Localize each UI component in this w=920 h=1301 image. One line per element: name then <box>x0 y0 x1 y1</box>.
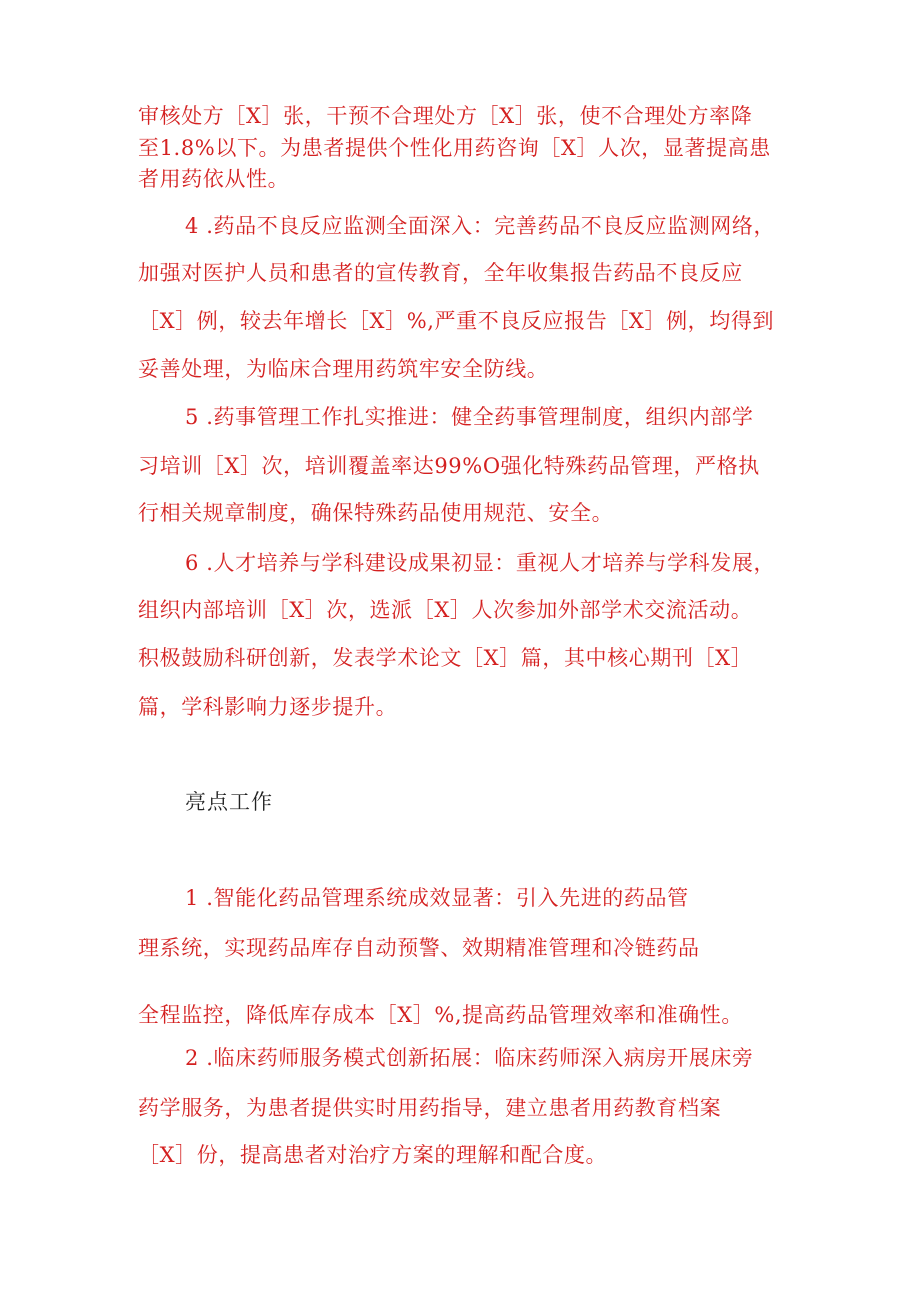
text-line: 积极鼓励科研创新，发表学术论文［X］篇，其中核心期刊［X］ <box>138 646 753 670</box>
text-line: 者用药依从性。 <box>138 167 290 191</box>
text-line: 妥善处理，为临床合理用药筑牢安全防线。 <box>138 357 549 381</box>
text-line: 药学服务，为患者提供实时用药指导，建立患者用药教育档案 <box>138 1096 722 1120</box>
text-line: 理系统，实现药品库存自动预警、效期精准管理和冷链药品 <box>138 936 700 960</box>
text-line: 加强对医护人员和患者的宣传教育，全年收集报告药品不良反应 <box>138 261 743 285</box>
text-line: 至1.8%以下。为患者提供个性化用药咨询［X］人次，显著提高患 <box>138 136 771 160</box>
text-line: 习培训［X］次，培训覆盖率达99%O强化特殊药品管理，严格执 <box>138 454 760 478</box>
text-line: ［X］份，提高患者对治疗方案的理解和配合度。 <box>138 1143 608 1167</box>
text-line: 5 .药事管理工作扎实推进：健全药事管理制度，组织内部学 <box>185 405 754 429</box>
text-line: 2 .临床药师服务模式创新拓展：临床药师深入病房开展床旁 <box>185 1046 754 1070</box>
section-heading: 亮点工作 <box>185 790 273 814</box>
text-line: 1 .智能化药品管理系统成效显著：引入先进的药品管 <box>185 886 689 910</box>
text-line: 组织内部培训［X］次，选派［X］人次参加外部学术交流活动。 <box>138 598 753 622</box>
text-line: 全程监控，降低库存成本［X］%,提高药品管理效率和准确性。 <box>138 1003 743 1027</box>
text-line: 4 .药品不良反应监测全面深入：完善药品不良反应监测网络， <box>185 214 776 238</box>
text-line: 审核处方［X］张，干预不合理处方［X］张，使不合理处方率降 <box>138 104 753 128</box>
text-line: 行相关规章制度，确保特殊药品使用规范、安全。 <box>138 501 614 525</box>
text-line: 篇，学科影响力逐步提升。 <box>138 695 398 719</box>
text-line: 6 .人才培养与学科建设成果初显：重视人才培养与学科发展， <box>185 551 776 575</box>
text-line: ［X］例，较去年增长［X］%,严重不良反应报告［X］例，均得到 <box>138 309 775 333</box>
